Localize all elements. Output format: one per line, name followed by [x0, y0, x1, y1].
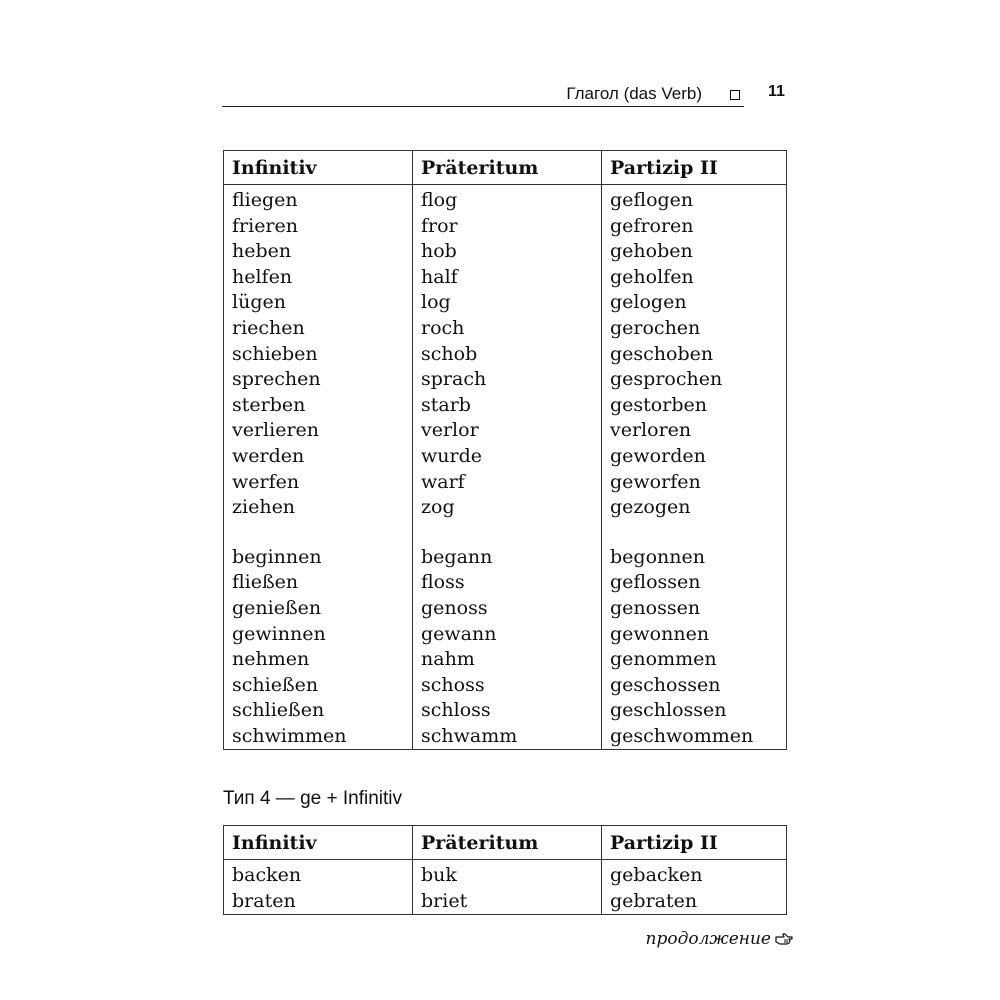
- column-header-infinitiv: Infinitiv: [224, 826, 413, 860]
- table-row: [224, 367, 787, 393]
- cell-praeteritum: schob: [413, 342, 602, 368]
- cell-infinitiv: backen: [224, 860, 413, 889]
- cell-infinitiv: werfen: [224, 470, 413, 496]
- cell-partizip: gebacken: [602, 860, 787, 889]
- continued-label: продолжение: [645, 929, 771, 949]
- cell-infinitiv: nehmen: [224, 647, 413, 673]
- cell-partizip: gesprochen: [602, 367, 787, 393]
- table-row: [224, 521, 787, 545]
- cell-partizip: geflogen: [602, 185, 787, 214]
- cell-praeteritum: log: [413, 290, 602, 316]
- cell-partizip: geschwommen: [602, 724, 787, 750]
- table-row: [224, 570, 787, 596]
- cell-praeteritum: begann: [413, 545, 602, 571]
- cell-partizip: gerochen: [602, 316, 787, 342]
- cell-infinitiv: helfen: [224, 265, 413, 291]
- cell-infinitiv: gewinnen: [224, 622, 413, 648]
- cell-infinitiv: [224, 521, 413, 545]
- cell-partizip: gestorben: [602, 393, 787, 419]
- cell-partizip: begonnen: [602, 545, 787, 571]
- page-number: 11: [768, 83, 785, 100]
- cell-partizip: verloren: [602, 418, 787, 444]
- continued-note: [646, 929, 794, 949]
- table-row: [224, 673, 787, 699]
- table-row: [224, 239, 787, 265]
- cell-infinitiv: frieren: [224, 214, 413, 240]
- cell-partizip: gezogen: [602, 495, 787, 521]
- table-row: [224, 888, 787, 915]
- table-row: [224, 214, 787, 240]
- cell-infinitiv: heben: [224, 239, 413, 265]
- cell-infinitiv: braten: [224, 888, 413, 915]
- cell-partizip: genossen: [602, 596, 787, 622]
- cell-partizip: geschossen: [602, 673, 787, 699]
- cell-infinitiv: werden: [224, 444, 413, 470]
- table-row: [224, 698, 787, 724]
- cell-infinitiv: schießen: [224, 673, 413, 699]
- header-rule: [222, 106, 744, 107]
- cell-infinitiv: schieben: [224, 342, 413, 368]
- cell-praeteritum: half: [413, 265, 602, 291]
- table-row: [224, 393, 787, 419]
- table-row: [224, 265, 787, 291]
- cell-praeteritum: starb: [413, 393, 602, 419]
- running-title: Глагол (das Verb): [566, 84, 702, 103]
- table-body: [224, 860, 787, 915]
- column-header-partizip: Partizip II: [602, 826, 787, 860]
- table-row: [224, 724, 787, 750]
- cell-infinitiv: lügen: [224, 290, 413, 316]
- column-header-praeteritum: Präteritum: [413, 151, 602, 185]
- cell-partizip: gehoben: [602, 239, 787, 265]
- cell-praeteritum: hob: [413, 239, 602, 265]
- cell-infinitiv: schließen: [224, 698, 413, 724]
- table-row: [224, 647, 787, 673]
- cell-infinitiv: ziehen: [224, 495, 413, 521]
- cell-praeteritum: roch: [413, 316, 602, 342]
- cell-praeteritum: gewann: [413, 622, 602, 648]
- cell-praeteritum: fror: [413, 214, 602, 240]
- cell-partizip: geflossen: [602, 570, 787, 596]
- table-row: [224, 342, 787, 368]
- table-header-row: [224, 151, 787, 185]
- cell-praeteritum: flog: [413, 185, 602, 214]
- pointing-hand-icon: [775, 931, 793, 947]
- column-header-partizip: Partizip II: [602, 151, 787, 185]
- cell-praeteritum: schwamm: [413, 724, 602, 750]
- table-row: [224, 444, 787, 470]
- cell-praeteritum: zog: [413, 495, 602, 521]
- cell-praeteritum: sprach: [413, 367, 602, 393]
- square-bullet-icon: [730, 90, 740, 100]
- cell-infinitiv: sterben: [224, 393, 413, 419]
- table-row: [224, 596, 787, 622]
- cell-partizip: gebraten: [602, 888, 787, 915]
- table-row: [224, 545, 787, 571]
- table-row: [224, 495, 787, 521]
- cell-praeteritum: floss: [413, 570, 602, 596]
- cell-praeteritum: genoss: [413, 596, 602, 622]
- cell-praeteritum: verlor: [413, 418, 602, 444]
- cell-infinitiv: fließen: [224, 570, 413, 596]
- cell-infinitiv: genießen: [224, 596, 413, 622]
- table-row: [224, 622, 787, 648]
- table-row: [224, 290, 787, 316]
- column-header-infinitiv: Infinitiv: [224, 151, 413, 185]
- page-header: [222, 82, 788, 112]
- cell-infinitiv: beginnen: [224, 545, 413, 571]
- cell-praeteritum: briet: [413, 888, 602, 915]
- cell-partizip: geschlossen: [602, 698, 787, 724]
- section-heading: Тип 4 — ge + Infinitiv: [223, 788, 402, 809]
- cell-partizip: gefroren: [602, 214, 787, 240]
- table-row: [224, 860, 787, 889]
- column-header-praeteritum: Präteritum: [413, 826, 602, 860]
- table-row: [224, 316, 787, 342]
- cell-infinitiv: sprechen: [224, 367, 413, 393]
- cell-praeteritum: schloss: [413, 698, 602, 724]
- table-row: [224, 418, 787, 444]
- cell-infinitiv: verlieren: [224, 418, 413, 444]
- table-row: [224, 185, 787, 214]
- cell-partizip: geschoben: [602, 342, 787, 368]
- cell-partizip: gelogen: [602, 290, 787, 316]
- table-row: [224, 470, 787, 496]
- cell-partizip: geworfen: [602, 470, 787, 496]
- cell-partizip: gewonnen: [602, 622, 787, 648]
- verb-table-type4: [223, 825, 787, 915]
- cell-praeteritum: buk: [413, 860, 602, 889]
- cell-infinitiv: riechen: [224, 316, 413, 342]
- table-body: [224, 185, 787, 750]
- cell-praeteritum: warf: [413, 470, 602, 496]
- cell-infinitiv: fliegen: [224, 185, 413, 214]
- cell-partizip: [602, 521, 787, 545]
- cell-praeteritum: schoss: [413, 673, 602, 699]
- cell-praeteritum: nahm: [413, 647, 602, 673]
- cell-praeteritum: wurde: [413, 444, 602, 470]
- cell-partizip: genommen: [602, 647, 787, 673]
- cell-partizip: geholfen: [602, 265, 787, 291]
- cell-praeteritum: [413, 521, 602, 545]
- cell-partizip: geworden: [602, 444, 787, 470]
- verb-table-type3: [223, 150, 787, 750]
- table-header-row: [224, 826, 787, 860]
- cell-infinitiv: schwimmen: [224, 724, 413, 750]
